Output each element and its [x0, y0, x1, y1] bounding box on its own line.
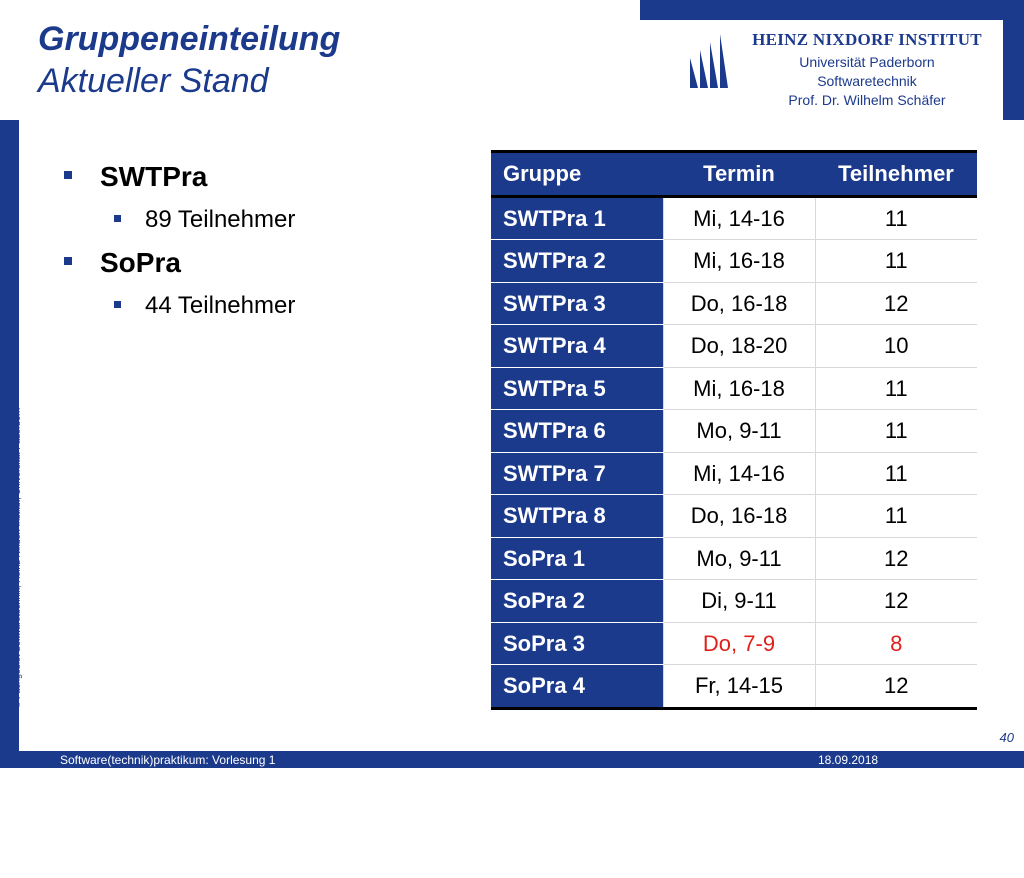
cell-termin: Mo, 9-11 — [663, 410, 815, 453]
slide-title — [38, 18, 340, 102]
table-row — [491, 367, 977, 410]
cell-gruppe: SWTPra 1 — [491, 196, 663, 240]
footer-date: 18.09.2018 — [818, 753, 879, 767]
cell-termin: Do, 16-18 — [663, 495, 815, 538]
slide-subtitle: Aktueller Stand — [38, 62, 269, 100]
table-row — [491, 410, 977, 453]
cell-termin: Di, 9-11 — [663, 580, 815, 623]
department-name: Softwaretechnik — [817, 73, 917, 89]
cell-teilnehmer: 12 — [815, 580, 977, 623]
cell-termin: Mo, 9-11 — [663, 537, 815, 580]
cell-teilnehmer: 8 — [815, 622, 977, 665]
bullet-swtpra: SWTPra — [62, 155, 295, 199]
cell-teilnehmer: 11 — [815, 495, 977, 538]
header-gruppe: Gruppe — [491, 152, 663, 197]
logo-frame-bar — [1003, 20, 1024, 120]
institute-logo — [688, 22, 1003, 118]
table-row — [491, 665, 977, 709]
cell-gruppe: SoPra 2 — [491, 580, 663, 623]
cell-termin: Do, 18-20 — [663, 325, 815, 368]
group-table — [491, 150, 977, 710]
table-row — [491, 196, 977, 240]
cell-teilnehmer: 10 — [815, 325, 977, 368]
cell-teilnehmer: 11 — [815, 452, 977, 495]
cell-gruppe: SWTPra 4 — [491, 325, 663, 368]
table-row — [491, 495, 977, 538]
institute-text — [736, 30, 998, 110]
copyright-vertical: © Fachgebiet Softwaretechnik, Heinz Nixdorf Institut, Universität Paderborn — [12, 407, 22, 709]
cell-teilnehmer: 12 — [815, 282, 977, 325]
bullet-sopra: SoPra — [62, 241, 295, 285]
cell-termin: Mi, 16-18 — [663, 367, 815, 410]
cell-gruppe: SoPra 4 — [491, 665, 663, 709]
slide-title-main: Gruppeneinteilung — [38, 20, 341, 58]
cell-termin: Fr, 14-15 — [663, 665, 815, 709]
cell-termin: Mi, 16-18 — [663, 240, 815, 283]
hni-logo-icon — [688, 30, 732, 90]
cell-gruppe: SWTPra 2 — [491, 240, 663, 283]
table-row — [491, 622, 977, 665]
cell-gruppe: SoPra 3 — [491, 622, 663, 665]
cell-teilnehmer: 12 — [815, 537, 977, 580]
table-row — [491, 240, 977, 283]
table-row — [491, 282, 977, 325]
cell-gruppe: SWTPra 5 — [491, 367, 663, 410]
table-row — [491, 580, 977, 623]
cell-termin: Mi, 14-16 — [663, 196, 815, 240]
cell-gruppe: SoPra 1 — [491, 537, 663, 580]
cell-gruppe: SWTPra 3 — [491, 282, 663, 325]
cell-teilnehmer: 11 — [815, 196, 977, 240]
header-termin: Termin — [663, 152, 815, 197]
cell-gruppe: SWTPra 7 — [491, 452, 663, 495]
cell-gruppe: SWTPra 6 — [491, 410, 663, 453]
cell-termin: Do, 7-9 — [663, 622, 815, 665]
university-name: Universität Paderborn — [799, 54, 935, 70]
sub-bullet-sopra-count: 44 Teilnehmer — [62, 285, 295, 327]
header-teilnehmer: Teilnehmer — [815, 152, 977, 197]
table-header-row — [491, 152, 977, 197]
table-row — [491, 452, 977, 495]
table-row — [491, 537, 977, 580]
professor-name: Prof. Dr. Wilhelm Schäfer — [788, 92, 946, 108]
cell-termin: Mi, 14-16 — [663, 452, 815, 495]
cell-gruppe: SWTPra 8 — [491, 495, 663, 538]
footer-course: Software(technik)praktikum: Vorlesung 1 — [60, 753, 276, 767]
bullet-list — [62, 155, 295, 327]
cell-teilnehmer: 11 — [815, 367, 977, 410]
cell-teilnehmer: 11 — [815, 240, 977, 283]
page-number: 40 — [999, 730, 1014, 745]
table-row — [491, 325, 977, 368]
institute-name: HEINZ NIXDORF INSTITUT — [752, 30, 982, 49]
cell-teilnehmer: 11 — [815, 410, 977, 453]
top-brand-band — [640, 0, 1024, 20]
cell-teilnehmer: 12 — [815, 665, 977, 709]
sub-bullet-swtpra-count: 89 Teilnehmer — [62, 199, 295, 241]
cell-termin: Do, 16-18 — [663, 282, 815, 325]
